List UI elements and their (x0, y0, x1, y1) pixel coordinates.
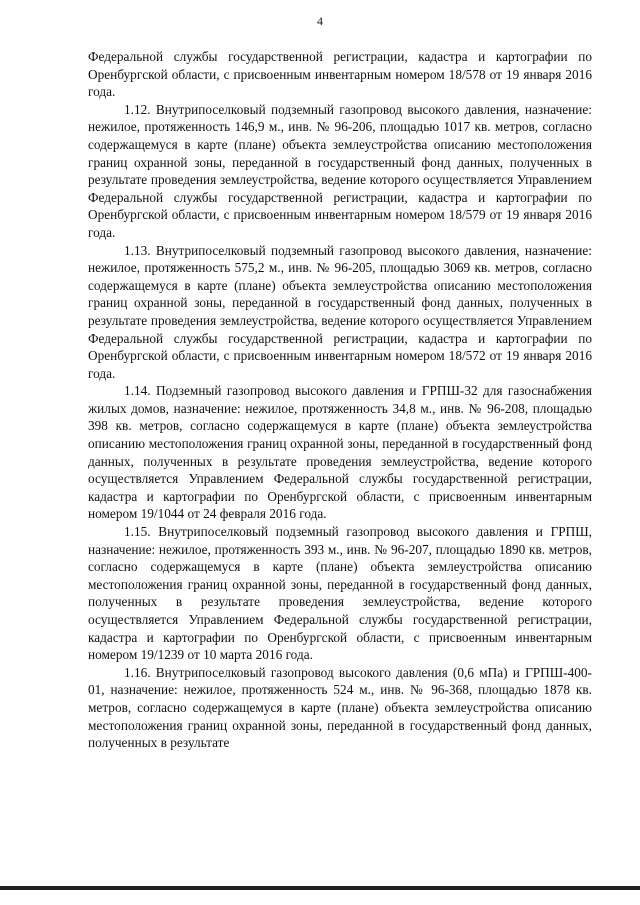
paragraph-1-14: 1.14. Подземный газопровод высокого давления и ГРПШ-32 для газоснабжения жилых домов, назначение: нежилое, протяженность 34,8 м., инв. № 96-208, площадью 398 кв. метров, согласно содержащемуся в карте (плане) объекта землеустройства описанию местоположения границ охранной зоны, переданной в государственный фонд данных, полученных в результате проведения землеустройства, ведение которого осуществляется Управлением Федеральной службы государственной регистрации, кадастра и картографии по Оренбургской области, с присвоенным инвентарным номером 19/1044 от 24 февраля 2016 года. (88, 383, 592, 522)
page-number: 4 (317, 14, 323, 28)
continuation-paragraph: Федеральной службы государственной регистрации, кадастра и картографии по Оренбургской области, с присвоенным инвентарным номером 18/578 от 19 января 2016 года. (88, 49, 592, 100)
paragraph-1-16: 1.16. Внутрипоселковый газопровод высокого давления (0,6 мПа) и ГРПШ-400-01, назначение: нежилое, протяженность 524 м., инв. № 96-368, площадью 1878 кв. метров, согласно содержащемуся в карте (плане) объекта землеустройства описанию местоположения границ охранной зоны, переданной в государственный фонд данных, полученных в результате (88, 664, 592, 751)
document-body (88, 48, 592, 752)
paragraph-1-12: 1.12. Внутрипоселковый подземный газопровод высокого давления, назначение: нежилое, протяженность 146,9 м., инв. № 96-206, площадью 1017 кв. метров, согласно содержащемуся в карте (плане) объекта землеустройства описанию местоположения границ охранной зоны, переданной в государственный фонд данных, полученных в результате проведения землеустройства, ведение которого осуществляется Управлением Федеральной службы государственной регистрации, кадастра и картографии по Оренбургской области, с присвоенным инвентарным номером 18/579 от 19 января 2016 года. (88, 101, 592, 240)
paragraph-1-13: 1.13. Внутрипоселковый подземный газопровод высокого давления, назначение: нежилое, протяженность 575,2 м., инв. № 96-205, площадью 3069 кв. метров, согласно содержащемуся в карте (плане) объекта землеустройства описанию местоположения границ охранной зоны, переданной в государственный фонд данных, полученных в результате проведения землеустройства, ведение которого осуществляется Управлением Федеральной службы государственной регистрации, кадастра и картографии по Оренбургской области, с присвоенным инвентарным номером 18/572 от 19 января 2016 года. (88, 242, 592, 381)
bottom-scan-border (0, 886, 640, 890)
paragraph-1-15: 1.15. Внутрипоселковый подземный газопровод высокого давления и ГРПШ, назначение: нежилое, протяженность 393 м., инв. № 96-207, площадью 1890 кв. метров, согласно содержащемуся в карте (плане) объекта землеустройства описанию местоположения границ охранной зоны, переданной в государственный фонд данных, полученных в результате проведения землеустройства, ведение которого осуществляется Управлением Федеральной службы государственной регистрации, кадастра и картографии по Оренбургской области, с присвоенным инвентарным номером 19/1239 от 10 марта 2016 года. (88, 524, 592, 663)
